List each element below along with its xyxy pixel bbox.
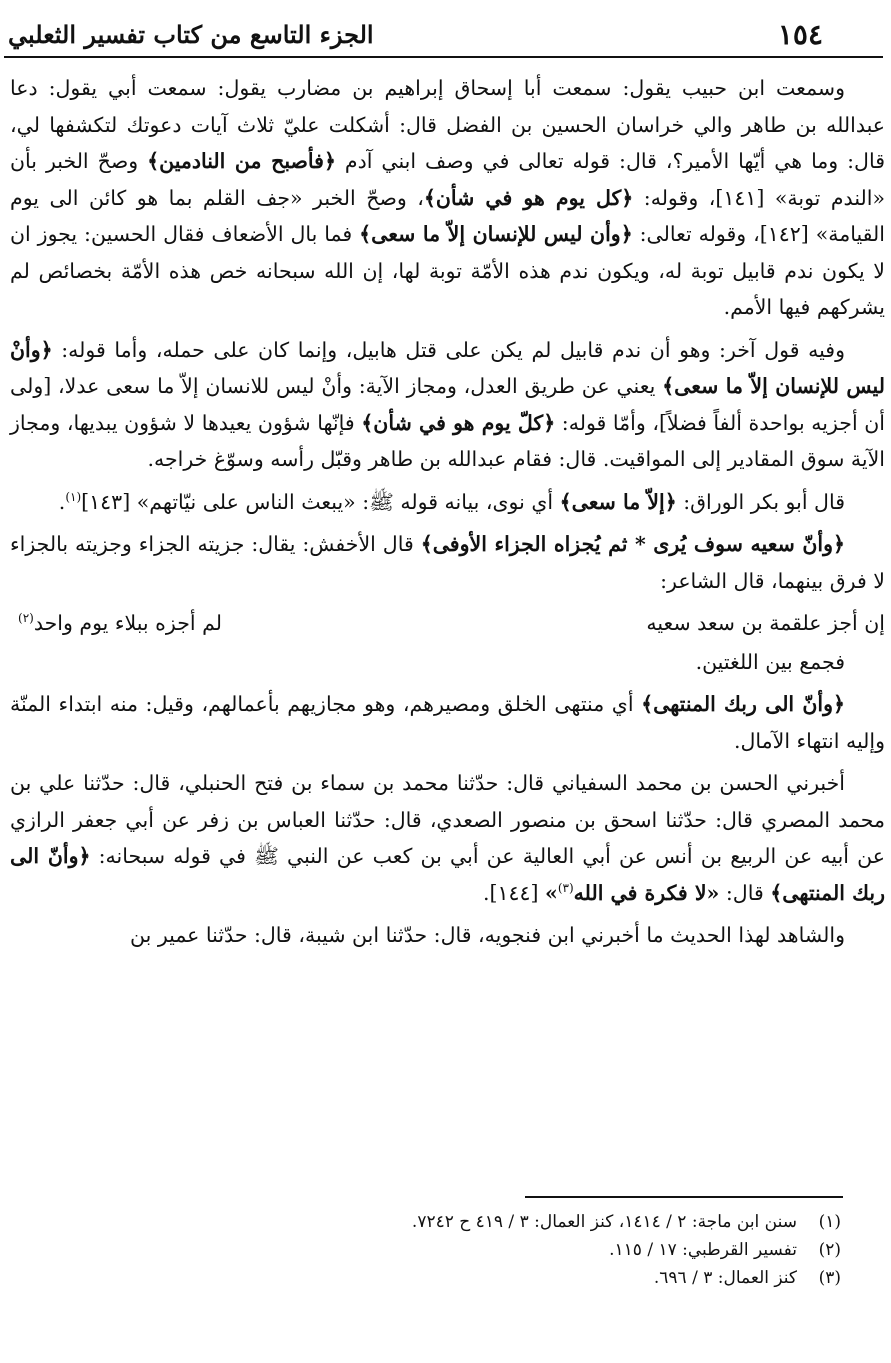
quran-quote: ﴿كلّ يوم هو في شأن﴾	[361, 410, 556, 435]
paragraph-2	[10, 332, 885, 478]
quran-quote: ﴿وأنّ سعيه سوف يُرى * ثم يُجزاه الجزاء الأوفى﴾	[420, 532, 845, 556]
footnote-1	[40, 1208, 841, 1236]
quran-quote: ﴿وأن ليس للإنسان إلاّ ما سعى﴾	[359, 222, 633, 246]
text-run: يعني عن طريق العدل، ومجاز الآية: وأنْ ليس للانسان إلاّ ما سعى عدلا، [ولى أن أجزيه بواحدة ألفاً فضلاً]، وأمّا قوله:	[10, 374, 885, 435]
page-number: ١٥٤	[777, 17, 823, 51]
page-header	[4, 12, 883, 58]
footnote-marker[interactable]: (٢)	[18, 611, 34, 626]
text-run: [١٤٤].	[482, 880, 546, 905]
text-run: وصحّ الخبر بأن «الندم توبة» [١٤١]، وقوله:	[10, 149, 885, 210]
main-text	[10, 70, 885, 960]
text-run: قال أبو بكر الوراق:	[676, 489, 845, 514]
quran-quote: ﴿وأنّ الى ربك المنتهى﴾	[10, 844, 885, 905]
footnote-3	[40, 1264, 841, 1292]
text-run: أخبرني الحسن بن محمد السفياني قال: حدّثنا محمد بن سماء بن فتح الحنبلي، قال: حدّثنا علي بن محمد المصري قال: حدّثنا اسحق بن منصور الصعدي، قال: حدّثنا العباس بن زفر عن أبي جعفر الرازي عن أبيه عن الربيع بن أنس عن أبي العالية عن أبي بن كعب عن النبي ﷺ في قوله سبحانه:	[10, 771, 885, 868]
quran-quote: ﴿فأصبح من النادمين﴾	[147, 149, 336, 173]
verse-hemistich-2	[10, 605, 222, 642]
footnote-2	[40, 1236, 841, 1264]
quran-quote: ﴿وأنْ ليس للإنسان إلاّ ما سعى﴾	[10, 337, 885, 398]
running-title: الجزء التاسع من كتاب تفسير الثعلبي	[8, 19, 374, 49]
footnote-text: سنن ابن ماجة: ٢ / ١٤١٤، كنز العمال: ٣ / ٤١٩ ح ٧٢٤٢.	[411, 1212, 797, 1232]
verse-hemistich-1: إن أجز علقمة بن سعد سعيه	[646, 611, 885, 635]
text-run: أي منتهى الخلق ومصيرهم، وهو مجازيهم بأعمالهم، وقيل: منه ابتداء المنّة وإليه انتهاء الآمال.	[10, 692, 885, 753]
text-run: وسمعت ابن حبيب يقول: سمعت أبا إسحاق إبراهيم بن مضارب يقول: سمعت أبي يقول: دعا عبدالله بن طاهر والي خراسان الحسين بن الفضل قال: أشكلت عليّ ثلاث آيات دعوتك لتكشفها لي، قال: وما هي أيّها الأمير؟، قال: قوله تعالى في وصف ابني آدم	[10, 76, 885, 173]
footnote-divider	[525, 1196, 843, 1198]
text-run: لم أجزه ببلاء يوم واحد	[33, 611, 222, 635]
text-run: ، وصحّ الخبر «جف القلم بما هو كائن الى يوم القيامة» [١٤٢]، وقوله تعالى:	[10, 185, 885, 246]
text-run: .	[58, 489, 66, 514]
paragraph-1	[10, 70, 885, 326]
footnote-marker[interactable]: (١)	[65, 489, 82, 504]
paragraph-3	[10, 484, 885, 521]
poetry-verse	[10, 605, 885, 642]
text-run: قال:	[719, 880, 771, 905]
quran-quote: ﴿وأنّ الى ربك المنتهى﴾	[641, 692, 845, 716]
text-run: أي نوى، بيانه قوله ﷺ: «يبعث الناس على نيّاتهم»	[130, 489, 560, 514]
hadith-quote: «لا فكرة في الله	[573, 880, 720, 905]
footnote-text: كنز العمال: ٣ / ٦٩٦.	[653, 1268, 797, 1288]
paragraph-7	[10, 765, 885, 911]
footnote-marker[interactable]: (٣)	[557, 880, 574, 895]
paragraph-8: والشاهد لهذا الحديث ما أخبرني ابن فنجويه، قال: حدّثنا ابن شيبة، قال: حدّثنا عمير بن	[130, 923, 845, 947]
footnote-number: (١)	[818, 1212, 841, 1232]
text-run: قال الأخفش: يقال: جزيته الجزاء وجزيته بالجزاء لا فرق بينهما، قال الشاعر:	[10, 532, 885, 593]
quran-quote: ﴿كل يوم هو في شأن﴾	[423, 185, 634, 210]
quran-quote: ﴿إلاّ ما سعى﴾	[559, 489, 677, 514]
footnote-text: تفسير القرطبي: ١٧ / ١١٥.	[609, 1240, 797, 1260]
paragraph-4	[10, 526, 885, 599]
hadith-reference: [١٤٣]	[81, 489, 131, 514]
footnote-number: (٢)	[818, 1240, 841, 1260]
text-run: فما بال الأضعاف فقال الحسين: يجوز ان لا يكون ندم قابيل توبة له، ويكون ندم هذه الأمّة توبة لها، إن الله سبحانه خص هذه الأمّة بخصائص لم يشركهم فيها الأمم.	[10, 222, 885, 319]
paragraph-6	[10, 686, 885, 759]
hadith-quote-end: »	[545, 880, 558, 905]
footnote-number: (٣)	[818, 1268, 841, 1288]
footnotes	[40, 1208, 841, 1292]
text-run: فإنّها شؤون يعيدها لا شؤون يبديها، ومجاز الآية سوق المقادير إلى المواقيت. قال: فقام عبدالله بن طاهر وقبّل رأسه وسوّغ خراجه.	[10, 410, 885, 471]
paragraph-5: فجمع بين اللغتين.	[695, 649, 845, 674]
text-run: وفيه قول آخر: وهو أن ندم قابيل لم يكن على قتل هابيل، وإنما كان على حمله، وأما قوله:	[52, 337, 845, 362]
